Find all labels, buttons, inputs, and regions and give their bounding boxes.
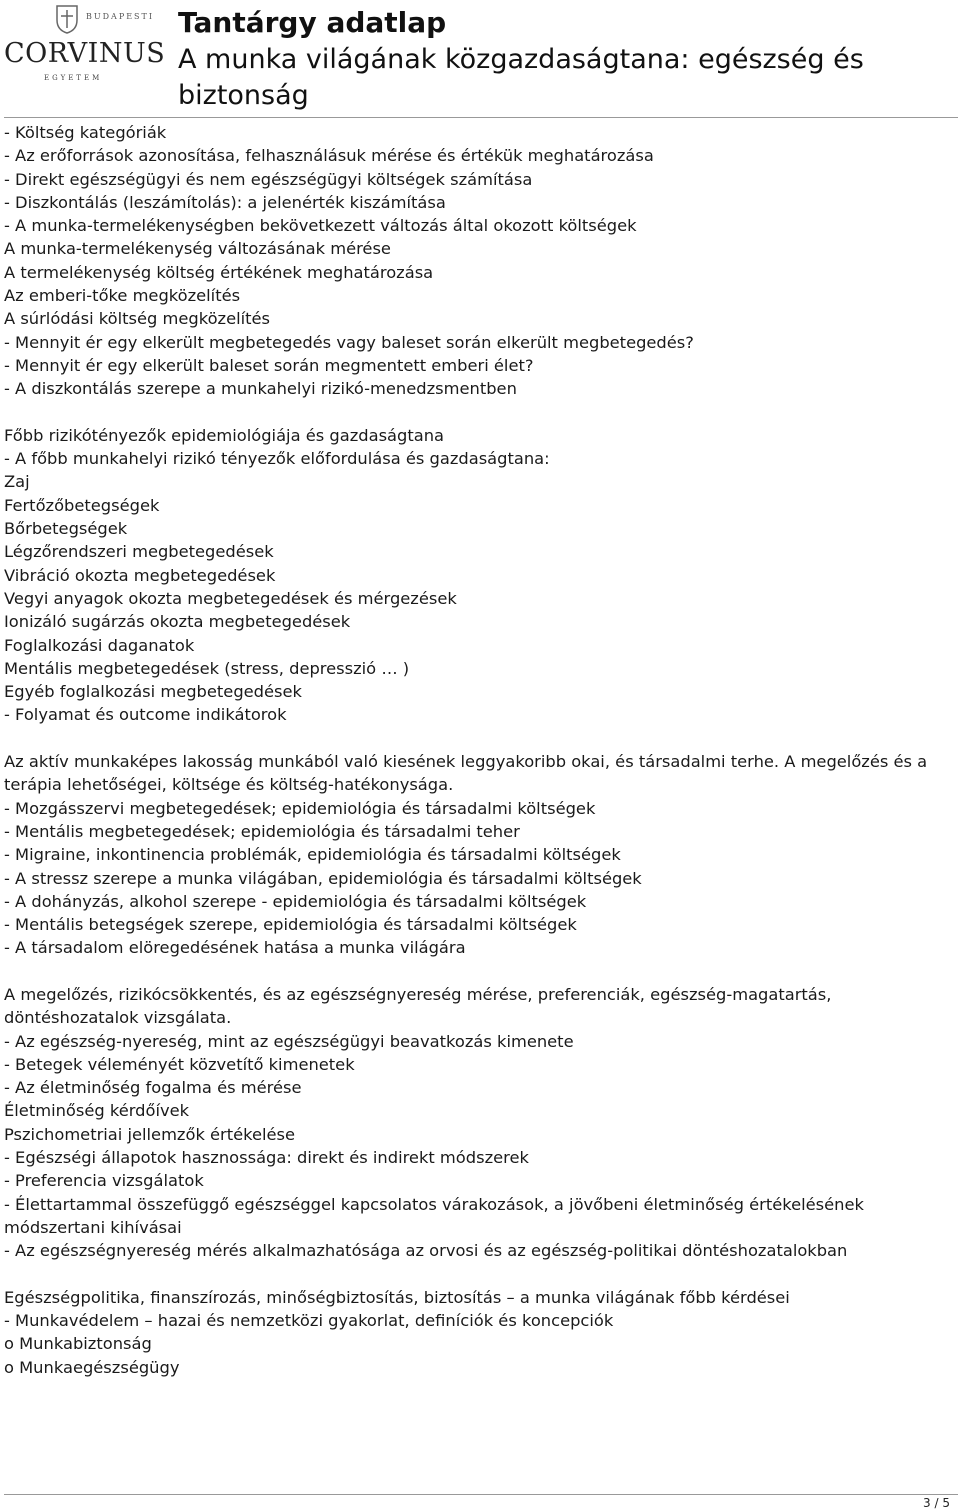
text-line: - Az életminőség fogalma és mérése [4,1078,302,1098]
document-body [4,121,956,1379]
paragraph-gap [4,401,956,424]
text-line: Vegyi anyagok okozta megbetegedések és mérgezések [4,588,457,608]
text-line: o Munkabiztonság [4,1334,152,1354]
text-line: Légzőrendszeri megbetegedések [4,542,274,562]
crest-icon [54,4,80,34]
text-line: - Mentális megbetegedések; epidemiológia és társadalmi teher [4,821,520,841]
text-line: - Mennyit ér egy elkerült megbetegedés vagy baleset során elkerült megbetegedés? [4,332,694,352]
text-line: Bőrbetegségek [4,519,128,539]
text-line: - Mentális betegségek szerepe, epidemiológia és társadalmi költségek [4,915,577,935]
text-line: - Egészségi állapotok hasznossága: direkt és indirekt módszerek [4,1148,529,1168]
paragraph-gap [4,1263,956,1286]
text-line: Foglalkozási daganatok [4,635,195,655]
page-header [0,0,960,118]
text-line: - Folyamat és outcome indikátorok [4,705,287,725]
text-line: - A diszkontálás szerepe a munkahelyi rizikó-menedzsmentben [4,379,517,399]
corvinus-logo [4,4,166,84]
text-line: - Munkavédelem – hazai és nemzetközi gyakorlat, definíciók és koncepciók [4,1311,614,1331]
text-line: - A munka-termelékenységben bekövetkezett változás által okozott költségek [4,216,637,236]
text-line: Ionizáló sugárzás okozta megbetegedések [4,612,351,632]
text-line: - Mennyit ér egy elkerült baleset során megmentett emberi élet? [4,355,534,375]
text-line: - Az egészség-nyereség, mint az egészségügyi beavatkozás kimenete [4,1031,574,1051]
course-title: A munka világának közgazdaságtana: egészség és biztonság [178,44,864,111]
logo-bottom-text: EGYETEM [44,74,103,82]
text-line: Egyéb foglalkozási megbetegedések [4,682,302,702]
text-line: A termelékenység költség értékének meghatározása [4,262,434,282]
text-line: - A dohányzás, alkohol szerepe - epidemiológia és társadalmi költségek [4,891,587,911]
text-line: A súrlódási költség megközelítés [4,309,271,329]
page-number: 3 / 5 [923,1496,950,1510]
text-line: Pszichometriai jellemzők értékelése [4,1124,296,1144]
text-line: Egészségpolitika, finanszírozás, minőségbiztosítás, biztosítás – a munka világának főbb kérdései [4,1287,790,1307]
text-line: - Direkt egészségügyi és nem egészségügyi költségek számítása [4,169,533,189]
text-line: Az aktív munkaképes lakosság munkából való kiesének leggyakoribb okai, és társadalmi terhe. A megelőzés és a terápia lehetőségei, költsége és költség-hatékonysága. [4,752,928,795]
footer-divider [4,1494,958,1495]
text-line: Vibráció okozta megbetegedések [4,565,276,585]
paragraph-gap [4,960,956,983]
text-line: - Mozgásszervi megbetegedések; epidemiológia és társadalmi költségek [4,798,596,818]
page-title: Tantárgy adatlap [178,6,447,39]
text-line: - Betegek véleményét közvetítő kimenetek [4,1054,355,1074]
text-line: Főbb rizikótényezők epidemiológiája és gazdaságtana [4,425,445,445]
text-line: - Költség kategóriák [4,123,167,142]
text-line: - Az erőforrások azonosítása, felhasználásuk mérése és értékük meghatározása [4,146,654,166]
text-line: - Preferencia vizsgálatok [4,1171,204,1191]
text-line: Fertőzőbetegségek [4,495,160,515]
text-line: Az emberi-tőke megközelítés [4,286,241,306]
text-line: - A stressz szerepe a munka világában, epidemiológia és társadalmi költségek [4,868,642,888]
text-line: Mentális megbetegedések (stress, depresszió … ) [4,658,410,678]
paragraph-gap [4,727,956,750]
text-line: - A főbb munkahelyi rizikó tényezők előfordulása és gazdaságtana: [4,449,550,469]
text-line: - A társadalom elöregedésének hatása a munka világára [4,938,466,958]
logo-name: CORVINUS [4,38,166,69]
text-line: - Diszkontálás (leszámítolás): a jelenérték kiszámítása [4,192,446,212]
header-divider [4,117,958,118]
logo-top-text: BUDAPESTI [86,12,155,21]
text-line: - Migraine, inkontinencia problémák, epidemiológia és társadalmi költségek [4,845,621,865]
text-line: A megelőzés, rizikócsökkentés, és az egészségnyereség mérése, preferenciák, egészség-magatartás, döntéshozatalok vizsgálata. [4,984,832,1028]
text-line: Életminőség kérdőívek [4,1101,190,1121]
text-line: - Élettartammal összefüggő egészséggel kapcsolatos várakozások, a jövőbeni életminőség értékelésének módszertani kihívásai [4,1194,864,1237]
text-line: Zaj [4,472,30,492]
text-line: - Az egészségnyereség mérés alkalmazhatósága az orvosi és az egészség-politikai döntéshozatalokban [4,1241,848,1261]
text-line: A munka-termelékenység változásának mérése [4,239,391,259]
text-line: o Munkaegészségügy [4,1357,180,1377]
